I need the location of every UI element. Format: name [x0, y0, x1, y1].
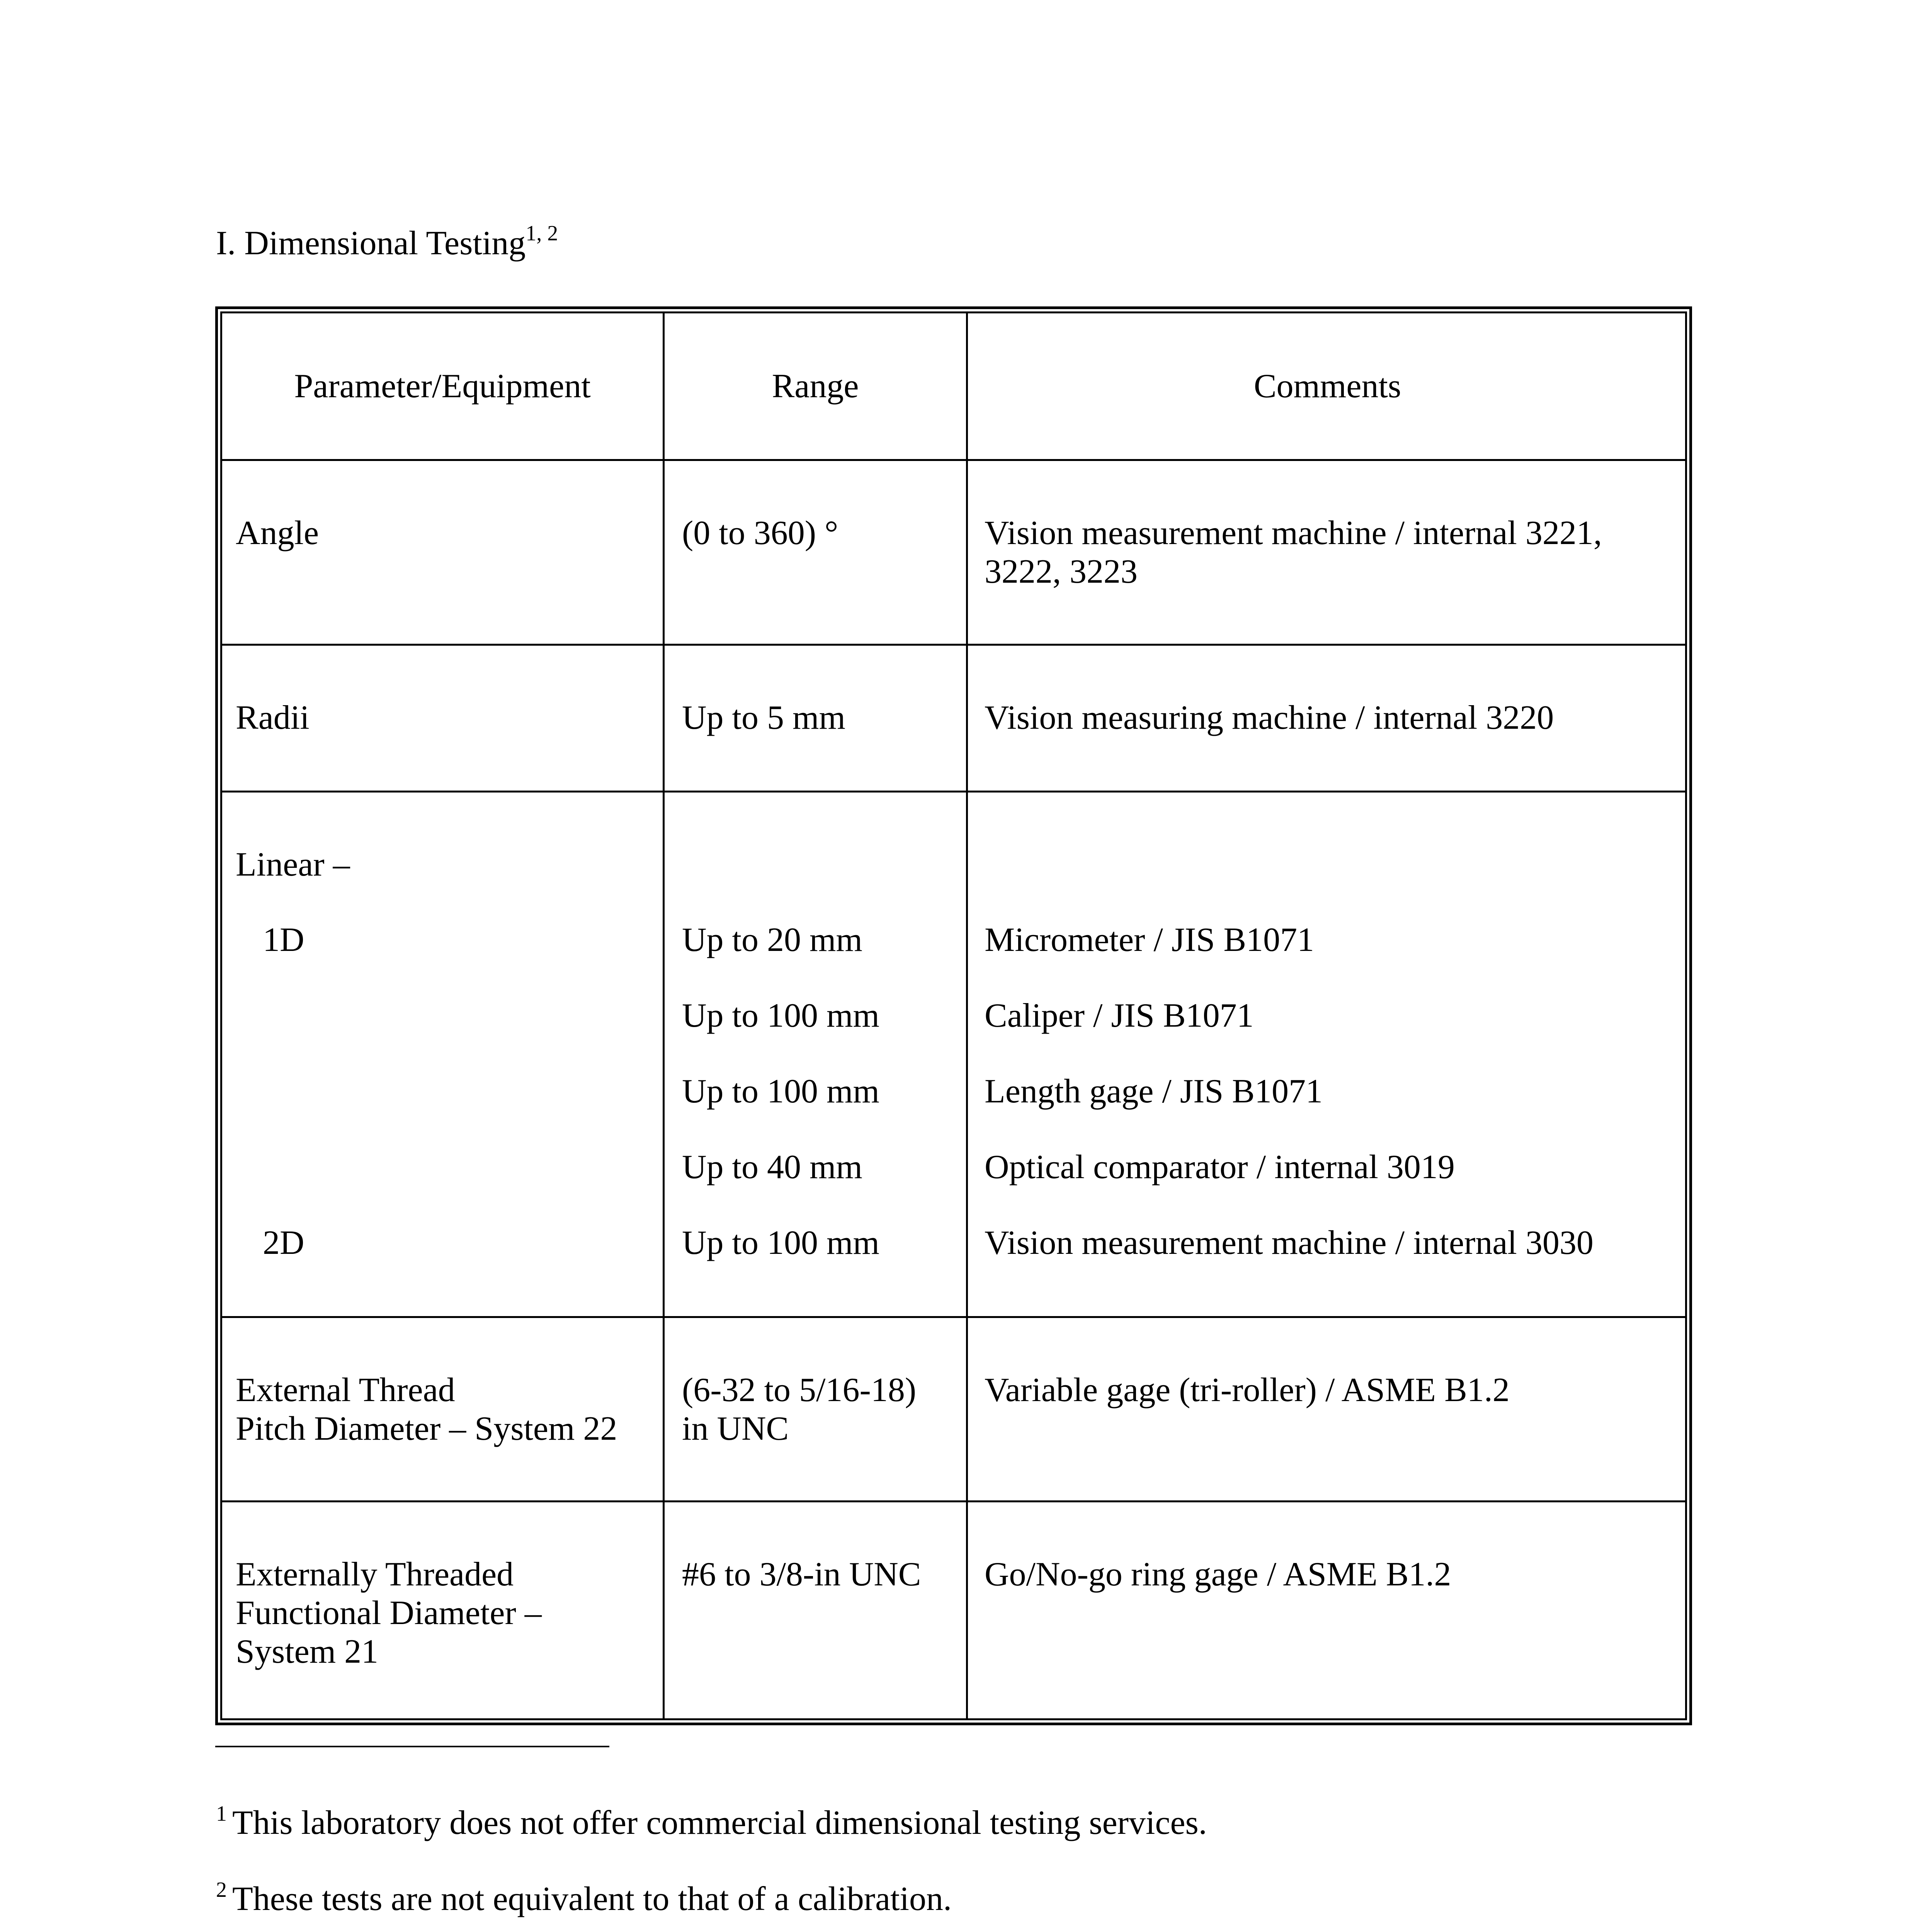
- row-linear-ranges: [682, 921, 879, 1299]
- footnote-separator: [215, 1746, 609, 1747]
- section-title-footnote-marks: 1, 2: [526, 221, 558, 245]
- linear-comment-1: Micrometer / JIS B1071: [985, 921, 1315, 959]
- row-linear-comments: [985, 921, 1594, 1299]
- table-row-divider-header: [220, 459, 1687, 461]
- linear-label-blank-2: [263, 1072, 304, 1148]
- row-external-thread-range: [682, 1371, 916, 1448]
- row-angle-parameter: Angle: [236, 514, 319, 552]
- linear-comment-5: Vision measurement machine / internal 3030: [985, 1224, 1594, 1262]
- linear-range-5: Up to 100 mm: [682, 1224, 879, 1262]
- row-functional-diameter-comments: Go/No-go ring gage / ASME B1.2: [985, 1556, 1451, 1593]
- linear-label-1d: 1D: [263, 921, 304, 959]
- row-angle-comments-line-2: 3222, 3223: [985, 553, 1138, 590]
- footnote-1-text: This laboratory does not offer commercial dimensional testing services.: [232, 1804, 1207, 1842]
- linear-label-blank-3: [263, 1148, 304, 1224]
- row-functional-diameter-range: #6 to 3/8-in UNC: [682, 1556, 921, 1593]
- row-external-thread-comments: Variable gage (tri-roller) / ASME B1.2: [985, 1371, 1510, 1409]
- footnote-2-mark: 2: [216, 1878, 227, 1902]
- footnote-1: [216, 1804, 1207, 1842]
- linear-range-4: Up to 40 mm: [682, 1148, 862, 1186]
- row-external-thread-range-line-2: in UNC: [682, 1410, 789, 1447]
- row-external-thread-parameter-line-2: Pitch Diameter – System 22: [236, 1410, 617, 1447]
- row-functional-diameter-parameter-line-2: Functional Diameter –: [236, 1594, 542, 1632]
- footnote-2-text: These tests are not equivalent to that of a calibration.: [232, 1880, 952, 1918]
- footnote-2: [216, 1880, 952, 1918]
- row-linear-heading: Linear –: [236, 846, 350, 883]
- linear-range-2: Up to 100 mm: [682, 997, 879, 1034]
- row-angle-range: (0 to 360) °: [682, 514, 838, 552]
- row-external-thread-parameter-line-1: External Thread: [236, 1371, 455, 1409]
- row-radii-range: Up to 5 mm: [682, 699, 845, 736]
- linear-comment-4: Optical comparator / internal 3019: [985, 1148, 1455, 1186]
- table-row-divider-angle: [220, 644, 1687, 646]
- footnote-1-mark: 1: [216, 1802, 227, 1826]
- linear-label-2d: 2D: [263, 1224, 304, 1262]
- row-radii-parameter: Radii: [236, 699, 310, 736]
- row-angle-comments-line-1: Vision measurement machine / internal 3221,: [985, 514, 1602, 552]
- row-angle-comments: [985, 514, 1602, 591]
- table-row-divider-radii: [220, 791, 1687, 793]
- table-row-divider-external-thread: [220, 1500, 1687, 1502]
- row-radii-comments: Vision measuring machine / internal 3220: [985, 699, 1554, 736]
- table-row-divider-linear: [220, 1316, 1687, 1318]
- table-header-parameter: Parameter/Equipment: [294, 367, 591, 405]
- row-functional-diameter-parameter-line-1: Externally Threaded: [236, 1556, 514, 1593]
- table-column-divider-2: [966, 311, 968, 1720]
- section-title: [216, 221, 558, 263]
- row-functional-diameter-parameter: [236, 1555, 542, 1671]
- section-title-text: I. Dimensional Testing: [216, 224, 526, 262]
- linear-label-blank-1: [263, 997, 304, 1072]
- linear-comment-2: Caliper / JIS B1071: [985, 997, 1254, 1034]
- linear-comment-3: Length gage / JIS B1071: [985, 1073, 1323, 1110]
- row-functional-diameter-parameter-line-3: System 21: [236, 1633, 379, 1670]
- row-external-thread-range-line-1: (6-32 to 5/16-18): [682, 1371, 917, 1409]
- linear-range-1: Up to 20 mm: [682, 921, 862, 959]
- table-column-divider-1: [663, 311, 665, 1720]
- table-header-comments: Comments: [1253, 367, 1401, 405]
- table-header-range: Range: [772, 367, 859, 405]
- row-linear-labels: [263, 921, 304, 1299]
- linear-range-3: Up to 100 mm: [682, 1073, 879, 1110]
- row-external-thread-parameter: [236, 1371, 617, 1448]
